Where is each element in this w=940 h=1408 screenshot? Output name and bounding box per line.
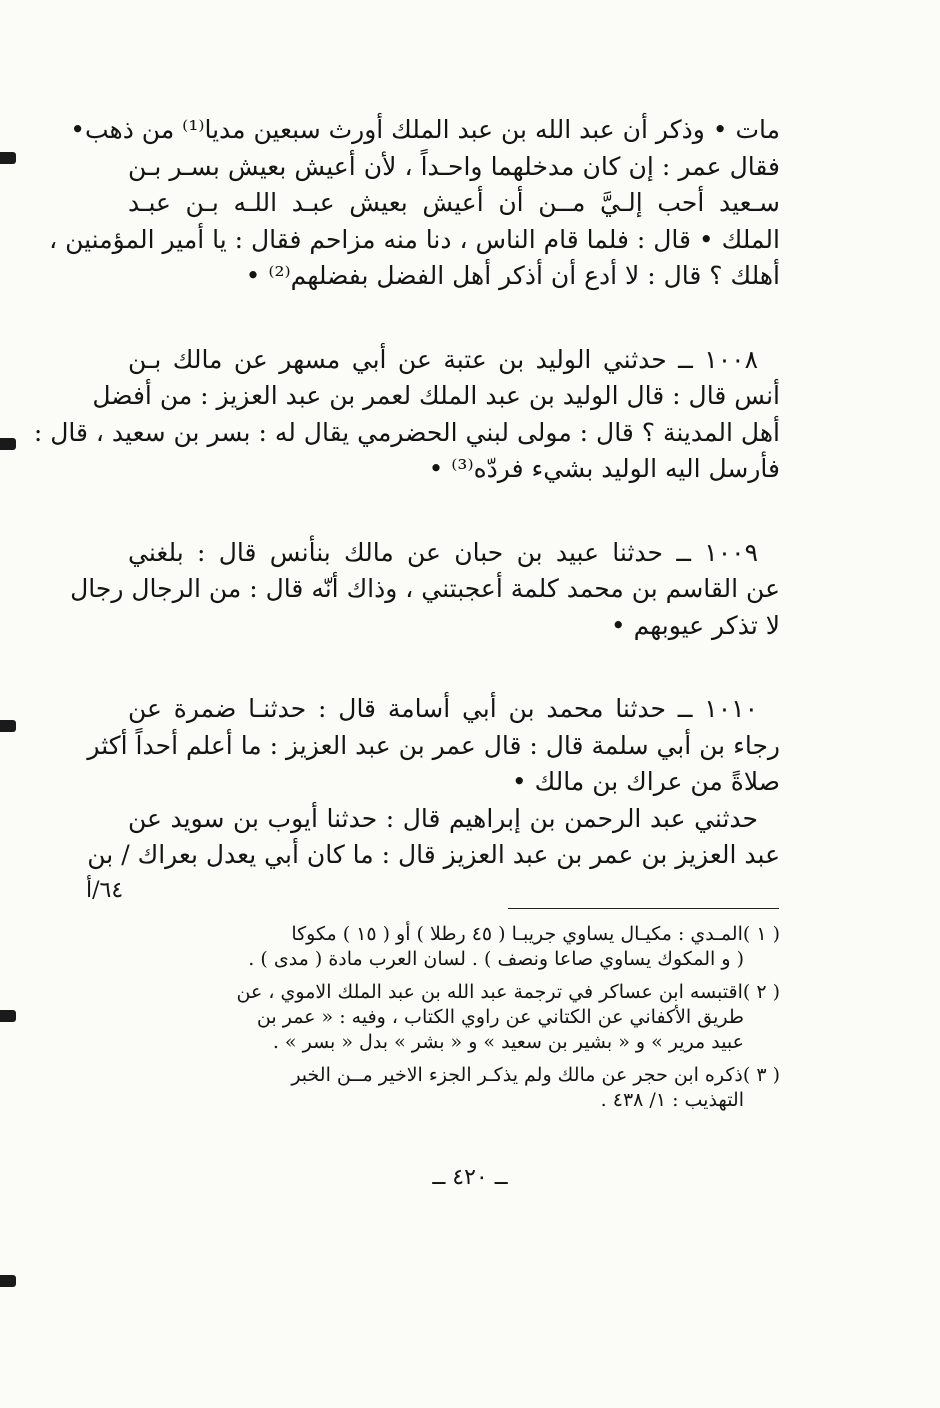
- text-line: ١٠٠٨ ــ حدثني الوليد بن عتبة عن أبي مسهر عن مالك بـن: [128, 344, 758, 374]
- text-line: صلاةً من عراك بن مالك •: [511, 767, 780, 796]
- footnote-line: ( ٢ )اقتبسه ابن عساكر في ترجمة عبد الله بن عبد الملك الاموي ، عن: [236, 981, 780, 1003]
- text-line: لا تذكر عيوبهم •: [610, 610, 780, 640]
- footnotes: [128, 922, 780, 1121]
- footnote-divider: [508, 908, 779, 909]
- page-number: ــ ٤٢٠ ــ: [432, 1165, 508, 1190]
- footnote-line: ( و المكوك يساوي صاعا ونصف ) . لسان العرب مادة ( مدى ) .: [248, 948, 744, 970]
- text-line: فأرسل اليه الوليد بشيء فردّه⁽³⁾ •: [428, 454, 780, 483]
- text-line: ١٠١٠ ــ حدثنا محمد بن أبي أسامة قال : حدثنـا ضمرة عن: [128, 694, 758, 723]
- text-line: أهل المدينة ؟ قال : مولى لبني الحضرمي يقال له : بسر بن سعيد ، قال :: [33, 417, 780, 447]
- footnote-line: التهذيب : ١/ ٤٣٨ .: [600, 1089, 744, 1111]
- footnote: [128, 922, 780, 972]
- paragraph: [87, 691, 780, 801]
- footnote-line: طريق الأكفاني عن الكتاني عن راوي الكتاب ، وفيه : « عمر بن: [256, 1006, 744, 1028]
- text-line: عبد العزيز بن عمر بن عبد العزيز قال : ما كان أبي يعدل بعراك / بن: [87, 840, 780, 869]
- footnote: [128, 980, 780, 1055]
- binder-mark: [0, 1275, 16, 1287]
- footnote-line: ( ١ )المـدي : مكيـال يساوي جريبـا ( ٤٥ رطلا ) أو ( ١٥ ) مكوكا: [291, 923, 780, 945]
- paragraph: [33, 342, 780, 488]
- paragraph: [87, 801, 780, 874]
- text-line: أهلك ؟ قال : لا أدع أن أذكر أهل الفضل بفضلهم⁽²⁾ •: [245, 261, 780, 290]
- binder-mark: [0, 152, 16, 164]
- text-line: سـعيد أحب إلـيَّ مــن أن أعيش بعيش عبـد اللـه بـن عبـد: [128, 188, 780, 217]
- binder-mark: [0, 438, 16, 450]
- text-line: ١٠٠٩ ــ حدثنا عبيد بن حبان عن مالك بنأنس قال : بلغني: [128, 537, 758, 567]
- text-line: الملك • قال : فلما قام الناس ، دنا منه مزاحم فقال : يا أمير المؤمنين ،: [49, 224, 780, 254]
- text-line: رجاء بن أبي سلمة قال : قال عمر بن عبد العزيز : ما أعلم أحداً أكثر: [87, 730, 780, 760]
- text-line: مات • وذكر أن عبد الله بن عبد الملك أورث سبعين مديا⁽¹⁾ من ذهب•: [70, 115, 780, 144]
- text-line: عن القاسم بن محمد كلمة أعجبتني ، وذاك أنّه قال : من الرجال رجال: [70, 574, 780, 603]
- folio-margin-note: ٦٤/أ: [86, 878, 124, 903]
- text-line: أنس قال : قال الوليد بن عبد الملك لعمر بن عبد العزيز : من أفضل: [92, 381, 780, 410]
- text-line: فقال عمر : إن كان مدخلهما واحـداً ، لأن أعيش بعيش بسـر بـن: [128, 151, 780, 181]
- footnote-line: عبيد مرير » و « بشير بن سعيد » و « بشر » بدل « بسر » .: [272, 1031, 744, 1053]
- binder-mark: [0, 1010, 16, 1022]
- footnote-line: ( ٣ )ذكره ابن حجر عن مالك ولم يذكـر الجزء الاخير مــن الخبر: [291, 1064, 780, 1086]
- footnote: [128, 1063, 780, 1113]
- text-line: حدثني عبد الرحمن بن إبراهيم قال : حدثنا أيوب بن سويد عن: [128, 803, 758, 833]
- main-text: [33, 112, 780, 874]
- paragraph: [70, 535, 780, 645]
- paragraph: [49, 112, 780, 295]
- binder-mark: [0, 720, 16, 732]
